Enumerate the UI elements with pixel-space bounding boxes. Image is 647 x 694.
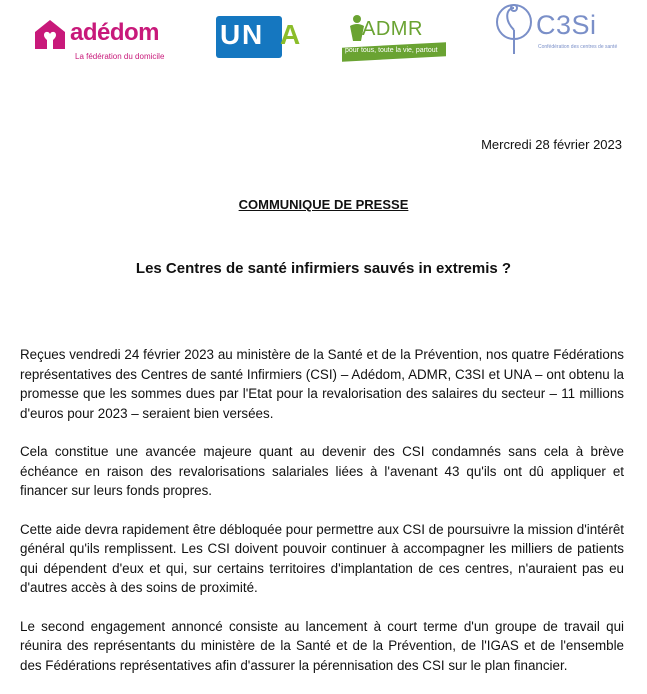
- adedom-house-icon: [33, 18, 67, 52]
- adedom-name: adédom: [70, 19, 160, 46]
- adedom-tagline: La fédération du domicile: [75, 52, 165, 61]
- adedom-logo: [30, 14, 180, 66]
- paragraph: Cette aide devra rapidement être débloquée pour permettre aux CSI de poursuivre la mission d'intérêt général qu'ils remplissent. Les CSI doivent pouvoir continuer à accompagner les milliers de patients qui dépendent d'eux et qui, sur certains territoires d'implantation de ces centres, n'auraient pas eu d'autres accès à des soins de proximité.: [20, 521, 624, 595]
- c3si-logo: [492, 0, 618, 62]
- una-logo: [216, 14, 311, 62]
- c3si-pin-icon: [492, 0, 540, 58]
- admr-logo: [342, 12, 446, 62]
- document-body: [20, 345, 624, 694]
- c3si-tagline: Confédération des centres de santé: [538, 44, 618, 50]
- admr-name: ADMR: [362, 18, 423, 40]
- press-heading: COMMUNIQUE DE PRESSE: [238, 197, 409, 212]
- una-letter-a: A: [280, 19, 301, 50]
- c3si-name: C3Si: [536, 10, 597, 40]
- una-letter-u: U: [220, 19, 240, 50]
- paragraph: Reçues vendredi 24 février 2023 au ministère de la Santé et de la Prévention, nos quatre Fédérations représentatives des Centres de santé Infirmiers (CSI) – Adédom, ADMR, C3SI et UNA – ont obtenu la promesse que les sommes dues par l'Etat pour la revalorisation des salaires du secteur – 11 millions d'euros pour 2023 – seraient bien versées.: [20, 347, 624, 421]
- una-letter-n: N: [242, 19, 263, 50]
- admr-tagline: pour tous, toute la vie, partout: [345, 47, 438, 54]
- document-title: Les Centres de santé infirmiers sauvés in extremis ?: [135, 260, 512, 277]
- paragraph: Le second engagement annoncé consiste au lancement à court terme d'un groupe de travail qui réunira des représentants du ministère de la Santé et de la Prévention, de l'IGAS et de l'ensemble des Fédérations représentatives afin d'assurer la pérennisation des CSI sur le plan financier.: [20, 618, 624, 673]
- paragraph: Cela constitue une avancée majeure quant au devenir des CSI condamnés sans cela à brève échéance en raison des revalorisations salariales liées à l'avenant 43 qu'ils ont dû appliquer et financer sur leurs fonds propres.: [20, 444, 624, 498]
- logo-bar: [0, 0, 647, 70]
- document-date: Mercredi 28 février 2023: [481, 137, 622, 152]
